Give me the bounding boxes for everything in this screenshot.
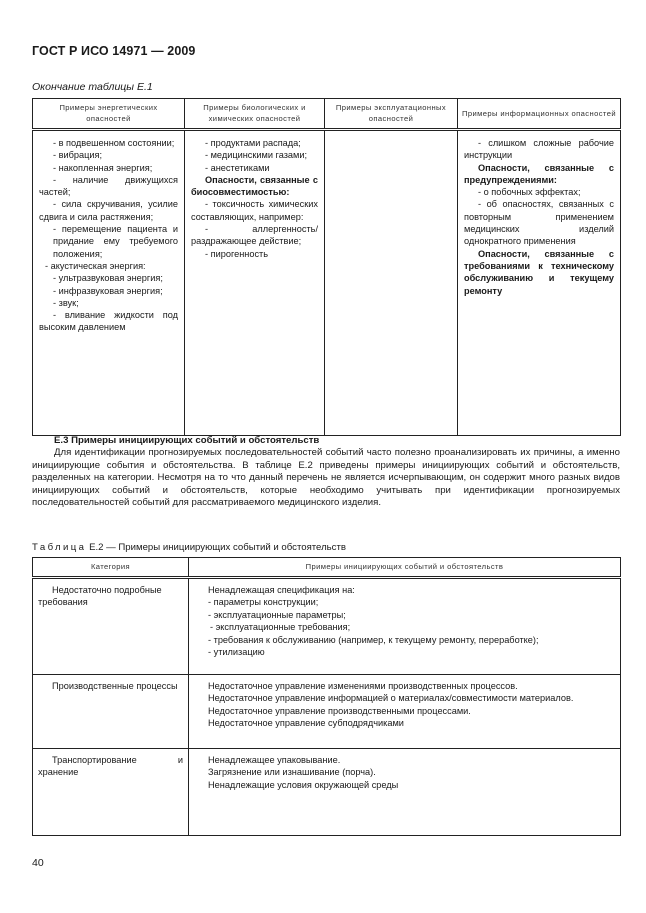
example-item: - требования к обслуживанию (например, к текущему ремонту, переработке); bbox=[208, 634, 539, 645]
example-item: Ненадлежащая спецификация на: bbox=[208, 585, 355, 595]
example-item: - эксплуатационные параметры; bbox=[208, 609, 346, 620]
list-item: - ультразвуковая энергия; bbox=[53, 273, 163, 284]
column-header: Примеры биологических и химических опасностей bbox=[185, 99, 325, 130]
list-item: - звук; bbox=[53, 297, 79, 308]
table-row bbox=[33, 675, 621, 749]
column-header: Примеры эксплуатационных опасностей bbox=[325, 99, 458, 130]
operational-hazards-cell bbox=[325, 130, 458, 436]
column-header: Примеры инициирующих событий и обстоятельств bbox=[189, 558, 621, 578]
column-header: Категория bbox=[33, 558, 189, 578]
list-item: - вибрация; bbox=[53, 150, 103, 161]
category-cell bbox=[33, 675, 189, 749]
list-item: - медицинскими газами; bbox=[205, 150, 308, 161]
table-row bbox=[33, 749, 621, 836]
list-item: - пирогенность bbox=[205, 248, 269, 259]
examples-cell bbox=[189, 675, 621, 749]
table1-caption: Окончание таблицы Е.1 bbox=[32, 81, 153, 93]
column-header: Примеры энергетических опасностей bbox=[33, 99, 185, 130]
list-item: - слишком сложные рабочие инструкции bbox=[464, 138, 614, 161]
page-number: 40 bbox=[32, 857, 44, 869]
table-row bbox=[33, 130, 621, 436]
subheading: Опасности, связанные с предупреждениями: bbox=[464, 162, 614, 185]
table-e1-continuation bbox=[32, 98, 621, 436]
table-row bbox=[33, 578, 621, 675]
list-item: - вливание жидкости под высоким давлением bbox=[39, 310, 178, 333]
list-item: - накопленная энергия; bbox=[53, 162, 153, 173]
example-item: Ненадлежащее упаковывание. bbox=[208, 755, 341, 765]
section-title: Е.3 Примеры инициирующих событий и обстоятельств bbox=[54, 435, 320, 446]
table2-caption-prefix: Таблица bbox=[32, 542, 87, 553]
example-item: - параметры конструкции; bbox=[208, 597, 319, 608]
subheading: Опасности, связанные с биосовместимостью: bbox=[191, 174, 318, 198]
list-item: - об опасностях, связанных с повторным применением медицинских изделий однократного применения bbox=[464, 199, 614, 247]
category-cell bbox=[33, 749, 189, 836]
example-item: Недостаточное управление субподрядчиками bbox=[208, 718, 404, 729]
energy-hazards-cell bbox=[33, 130, 185, 436]
table2-caption-text: Е.2 — Примеры инициирующих событий и обстоятельств bbox=[86, 542, 346, 553]
example-item: Загрязнение или изнашивание (порча). bbox=[208, 767, 376, 778]
category-label: Производственные процессы bbox=[52, 681, 178, 691]
list-item: - аллергенность/ раздражающее действие; bbox=[191, 224, 318, 247]
category-cell bbox=[33, 578, 189, 675]
list-item: - перемещение пациента и придание ему требуемого положения; bbox=[53, 224, 178, 259]
list-item: - токсичность химических составляющих, например: bbox=[191, 199, 318, 222]
category-label: Недостаточно подробные требования bbox=[38, 585, 162, 608]
list-item: - продуктами распада; bbox=[205, 138, 301, 148]
list-item: - наличие движущихся частей; bbox=[39, 174, 178, 198]
paragraph-text: Для идентификации прогнозируемых последовательностей событий часто полезно проанализировать их причины, а именно инициирующие события и обстоятельства. В таблице Е.2 приведены примеры инициирующих событий и обстоятельств, разделенных на категории. Несмотря на то что данный перечень не является исчерпывающим, он содержит много разных видов инициирующих событий и обстоятельств, которые необходимо учитывать при идентификации прогнозируемых последовательностей событий для рассматриваемого медицинского изделия. bbox=[32, 447, 620, 509]
list-item: - в подвешенном состоянии; bbox=[53, 138, 175, 148]
example-item: Недостаточное управление изменениями производственных процессов. bbox=[208, 681, 518, 691]
table-header-row bbox=[33, 99, 621, 130]
bio-chem-hazards-cell bbox=[185, 130, 325, 436]
examples-cell bbox=[189, 578, 621, 675]
examples-cell bbox=[189, 749, 621, 836]
document-header: ГОСТ Р ИСО 14971 — 2009 bbox=[32, 44, 196, 58]
table2-caption bbox=[32, 542, 346, 553]
information-hazards-cell bbox=[458, 130, 621, 436]
example-item: Ненадлежащие условия окружающей среды bbox=[208, 779, 399, 790]
list-item: - анестетиками bbox=[205, 162, 270, 173]
section-paragraph bbox=[32, 447, 620, 510]
subheading: Опасности, связанные с требованиями к техническому обслуживанию и текущему ремонту bbox=[464, 248, 614, 296]
list-item: - инфразвуковая энергия; bbox=[53, 285, 163, 296]
category-label: Транспортирование и хранение bbox=[38, 755, 183, 778]
example-item: Недостаточное управление информацией о материалах/совместимости материалов. bbox=[208, 693, 574, 704]
list-item: - сила скручивания, усилие сдвига и сила растяжения; bbox=[39, 199, 178, 222]
example-item: Недостаточное управление производственными процессами. bbox=[208, 705, 471, 716]
example-item: - утилизацию bbox=[208, 647, 265, 658]
example-item: - эксплуатационные требования; bbox=[210, 622, 351, 633]
table-e2 bbox=[32, 557, 621, 836]
list-item: - о побочных эффектах; bbox=[478, 187, 581, 198]
list-item: - акустическая энергия: bbox=[45, 260, 146, 271]
table-header-row bbox=[33, 558, 621, 578]
column-header: Примеры информационных опасностей bbox=[458, 99, 621, 130]
